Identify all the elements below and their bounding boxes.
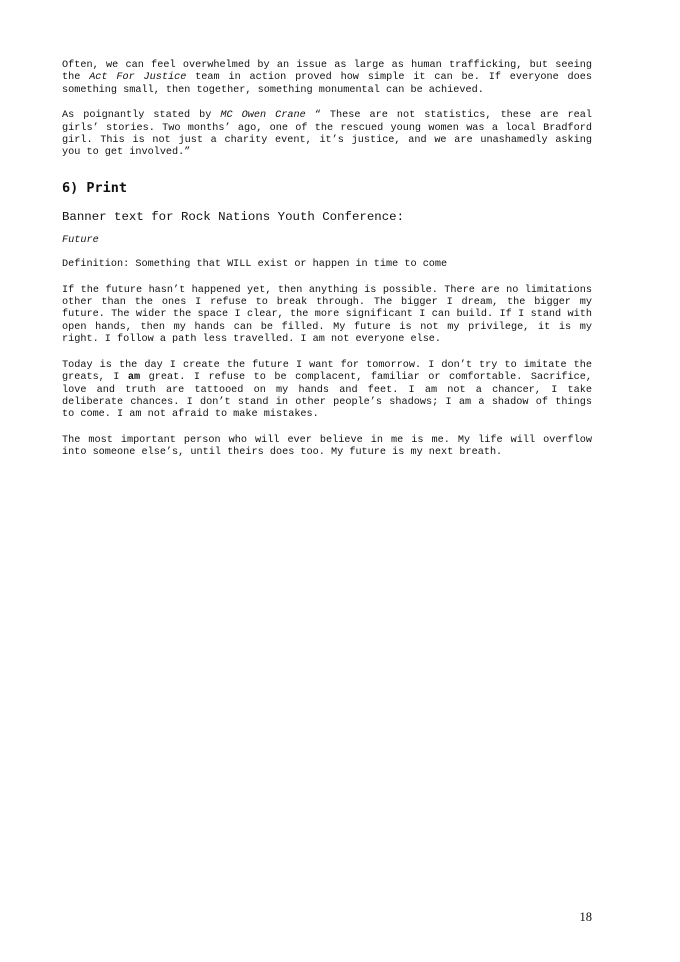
paragraph-text: As poignantly stated by — [62, 110, 221, 122]
paragraph-text: “ These are not statistics, these are real girls’ stories. Two months’ ago, one of the rescued young women was a local Bradford girl. This is not just a charity event, it’s justice, and we are unashamedly asking you to get involved.” — [62, 110, 592, 159]
speaker-name: MC Owen Crane — [220, 110, 306, 122]
paragraph-future: If the future hasn’t happened yet, then anything is possible. There are no limitations other than the ones I refuse to break through. The bigger I dream, the bigger my future. The wider the space I clear, the more significant I can build. If I stand with open hands, then my hands can be filled. My future is not my privilege, it is my right. I follow a path less travelled. I am not everyone else. — [62, 284, 592, 346]
paragraph-overwhelmed — [62, 60, 592, 97]
section-heading: 6) Print — [62, 179, 128, 196]
emphasis-word: am — [127, 372, 141, 384]
team-name: Act For Justice — [89, 72, 187, 84]
banner-intro: Banner text for Rock Nations Youth Conference: — [62, 209, 405, 224]
page-number: 18 — [579, 910, 592, 924]
future-title: Future — [62, 234, 99, 246]
document-page — [62, 60, 592, 473]
paragraph-text: Often, we can feel overwhelmed by an issue as large as human trafficking, but seeing the — [62, 60, 592, 84]
paragraph-text: team in action proved how simple it can be. If everyone does something small, then together, something monumental can be achieved. — [62, 72, 592, 96]
paragraph-text: Today is the day I create the future I want for tomorrow. I don’t try to imitate the greats, I — [62, 359, 592, 384]
paragraph-today — [62, 360, 592, 422]
paragraph-important-person: The most important person who will ever believe in me is me. My life will overflow into someone else’s, until theirs does too. My future is my next breath. — [62, 434, 592, 459]
paragraph-text: great. I refuse to be complacent, familiar or comfortable. Sacrifice, love and truth are tattooed on my hands and feet. I am not a chancer, I take deliberate chances. I don’t stand in other people’s shadows; I am a shadow of things to come. I am not afraid to make mistakes. — [62, 372, 592, 421]
definition: Definition: Something that WILL exist or happen in time to come — [62, 259, 448, 271]
paragraph-quote — [62, 110, 592, 160]
